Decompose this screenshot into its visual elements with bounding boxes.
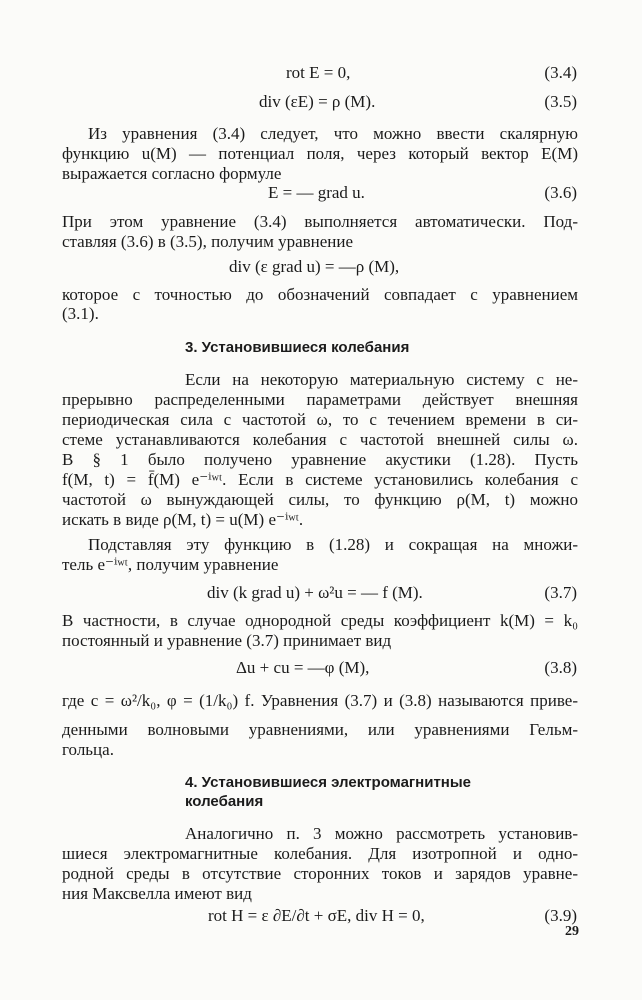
text-line: денными волновыми уравнениями, или уравнениями Гельм- xyxy=(62,720,578,739)
equation-number: (3.7) xyxy=(544,583,577,602)
equation-3-7: div (k grad u) + ω²u = — f (M). xyxy=(207,583,423,602)
text-line: шиеся электромагнитные колебания. Для изотропной и одно- xyxy=(62,844,578,863)
text-line: В частности, в случае однородной среды коэффициент k(M) = k₀ xyxy=(62,611,578,630)
text-line: При этом уравнение (3.4) выполняется автоматически. Под- xyxy=(62,212,578,231)
text-line: Если на некоторую материальную систему с не- xyxy=(185,370,578,389)
equation-3-6: E = — grad u. xyxy=(268,183,365,202)
text-line: тель e⁻ⁱʷᵗ, получим уравнение xyxy=(62,555,279,574)
equation-number: (3.5) xyxy=(544,92,577,111)
equation-3-4: rot E = 0, xyxy=(286,63,351,82)
text-line: искать в виде ρ(M, t) = u(M) e⁻ⁱʷᵗ. xyxy=(62,510,304,529)
section-heading: колебания xyxy=(185,793,264,810)
text-line: родной среды в отсутствие сторонних токов и зарядов уравне- xyxy=(62,864,578,883)
equation-number: (3.9) xyxy=(544,906,577,925)
text-line: функцию u(M) — потенциал поля, через который вектор E(M) xyxy=(62,144,578,163)
text-line: В § 1 было получено уравнение акустики (1.28). Пусть xyxy=(62,450,578,469)
text-line: ставляя (3.6) в (3.5), получим уравнение xyxy=(62,232,354,251)
text-line: которое с точностью до обозначений совпадает с уравнением xyxy=(62,285,578,304)
text-line: прерывно распределенными параметрами действует внешняя xyxy=(62,390,578,409)
text-line: частотой ω вынуждающей силы, то функцию ρ(M, t) можно xyxy=(62,490,578,509)
equation-3-9: rot H = ε ∂E/∂t + σE, div H = 0, xyxy=(208,906,425,925)
text-line: гольца. xyxy=(62,740,114,759)
section-heading: 4. Установившиеся электромагнитные xyxy=(185,774,472,791)
equation-3-8: Δu + cu = —φ (M), xyxy=(236,658,370,677)
equation-number: (3.4) xyxy=(544,63,577,82)
text-line: стеме устанавливаются колебания с частотой внешней силы ω. xyxy=(62,430,578,449)
text-line: (3.1). xyxy=(62,304,99,323)
equation-number: (3.8) xyxy=(544,658,577,677)
text-line: периодическая сила с частотой ω, то с течением времени в си- xyxy=(62,410,578,429)
text-line: f(M, t) = f̄(M) e⁻ⁱʷᵗ. Если в системе установились колебания с xyxy=(62,470,578,489)
equation-3-5: div (εE) = ρ (M). xyxy=(259,92,376,111)
page-number: 29 xyxy=(565,924,579,939)
text-line: выражается согласно формуле xyxy=(62,164,282,183)
section-heading: 3. Установившиеся колебания xyxy=(185,339,410,356)
text-line: Аналогично п. 3 можно рассмотреть установив- xyxy=(185,824,578,843)
text-line: Подставляя эту функцию в (1.28) и сокращая на множи- xyxy=(88,535,578,554)
equation-number: (3.6) xyxy=(544,183,577,202)
text-line: где c = ω²/k₀, φ = (1/k₀) f. Уравнения (3.7) и (3.8) называются приве- xyxy=(62,691,578,710)
equation-unnumbered: div (ε grad u) = —ρ (M), xyxy=(229,257,400,276)
text-line: ния Максвелла имеют вид xyxy=(62,884,252,903)
text-line: постоянный и уравнение (3.7) принимает вид xyxy=(62,631,392,650)
text-line: Из уравнения (3.4) следует, что можно ввести скалярную xyxy=(88,124,578,143)
